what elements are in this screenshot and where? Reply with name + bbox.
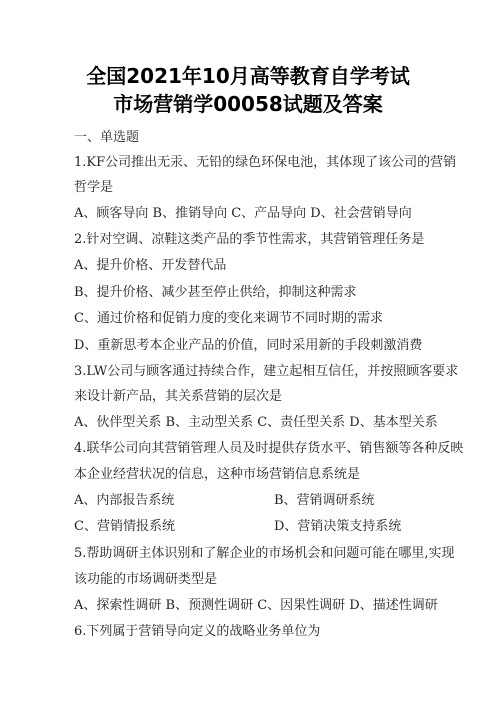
question-1-stem: 1.KF公司推出无汞、无铅的绿色环保电池，其体现了该公司的营销 [74, 155, 457, 170]
question-4-stem-cont: 本企业经营状况的信息，这种市场营销信息系统是 [74, 467, 361, 482]
question-2-option-d: D、重新思考本企业产品的价值，同时采用新的手段刺激消费 [74, 338, 423, 353]
question-3-options: A、伙伴型关系 B、主动型关系 C、责任型关系 D、基本型关系 [74, 415, 438, 430]
question-1-stem-cont: 哲学是 [74, 180, 114, 195]
question-3-stem: 3.LW公司与顾客通过持续合作，建立起相互信任，并按照顾客要求 [74, 364, 459, 379]
question-3-stem-cont: 来设计新产品，其关系营销的层次是 [74, 389, 283, 404]
question-4-option-b: B、营销调研系统 [274, 493, 375, 508]
section-heading: 一、单选题 [74, 130, 140, 145]
question-5-stem: 5.帮助调研主体识别和了解企业的市场机会和问题可能在哪里,实现 [74, 546, 455, 561]
question-2-option-b: B、提升价格、减少甚至停止供给，抑制这种需求 [74, 285, 357, 300]
question-4-option-c: C、营销情报系统 [74, 519, 175, 534]
question-4-option-d: D、营销决策支持系统 [274, 519, 402, 534]
question-1-options: A、顾客导向 B、推销导向 C、产品导向 D、社会营销导向 [74, 206, 412, 221]
question-4-stem: 4.联华公司向其营销管理人员及时提供存货水平、销售额等各种反映 [74, 441, 464, 456]
question-5-options: A、探索性调研 B、预测性调研 C、因果性调研 D、描述性调研 [74, 598, 438, 613]
document-title: 全国2021年10月高等教育自学考试 [86, 64, 410, 88]
question-6-stem: 6.下列属于营销导向定义的战略业务单位为 [74, 624, 321, 639]
question-2-option-a: A、提升价格、开发替代品 [74, 258, 227, 273]
question-2-option-c: C、通过价格和促销力度的变化来调节不同时期的需求 [74, 311, 383, 326]
question-2-stem: 2.针对空调、凉鞋这类产品的季节性需求，其营销管理任务是 [74, 232, 425, 247]
question-5-stem-cont: 该功能的市场调研类型是 [74, 572, 218, 587]
document-subtitle: 市场营销学00058试题及答案 [113, 92, 383, 116]
question-4-option-a: A、内部报告系统 [74, 493, 175, 508]
